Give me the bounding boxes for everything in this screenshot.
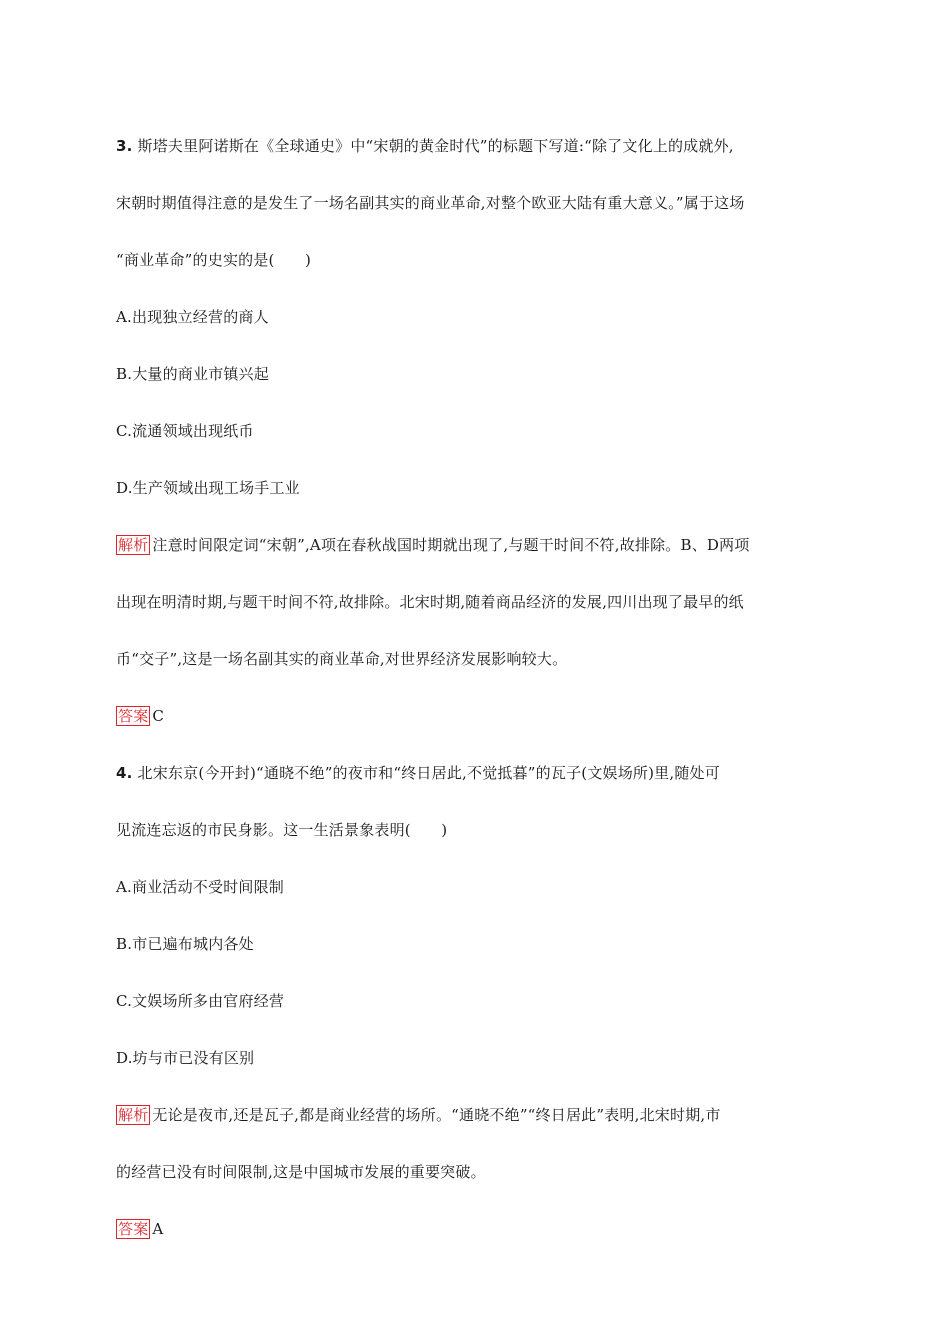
question-stem-line: 见流连忘返的市民身影。这一生活景象表明( ) bbox=[116, 821, 448, 839]
option-b: B.市已遍布城内各处 bbox=[116, 935, 254, 953]
analysis-line: 解析 注意时间限定词“宋朝”,A项在春秋战国时期就出现了,与题干时间不符,故排除。B、D两项 bbox=[118, 536, 750, 554]
option-c: C.文娱场所多由官府经营 bbox=[116, 992, 285, 1010]
option-a: A.商业活动不受时间限制 bbox=[116, 878, 285, 896]
option-b: B.大量的商业市镇兴起 bbox=[116, 365, 269, 383]
analysis-tag: 解析 bbox=[118, 536, 149, 554]
analysis-line: 出现在明清时期,与题干时间不符,故排除。北宋时期,随着商品经济的发展,四川出现了最早的纸 bbox=[116, 593, 744, 611]
question-number: 3. bbox=[116, 137, 133, 155]
question-4 bbox=[116, 745, 832, 1258]
answer-tag: 答案 bbox=[118, 707, 149, 725]
question-stem-line: 宋朝时期值得注意的是发生了一场名副其实的商业革命,对整个欧亚大陆有重大意义。”属于这场 bbox=[116, 194, 745, 212]
answer-line bbox=[116, 688, 832, 745]
question-stem-line: 3. 斯塔夫里阿诺斯在《全球通史》中“宋朝的黄金时代”的标题下写道:“除了文化上的成就外, bbox=[116, 137, 734, 155]
answer-line bbox=[116, 1201, 832, 1258]
analysis-line: 的经营已没有时间限制,这是中国城市发展的重要突破。 bbox=[116, 1163, 486, 1181]
question-number: 4. bbox=[116, 764, 133, 782]
answer-tag: 答案 bbox=[118, 1220, 149, 1238]
answer-value: A bbox=[152, 1220, 164, 1238]
question-3 bbox=[116, 118, 832, 745]
document-page bbox=[116, 118, 832, 1258]
option-d: D.坊与市已没有区别 bbox=[116, 1049, 255, 1067]
option-d: D.生产领域出现工场手工业 bbox=[116, 479, 300, 497]
option-c: C.流通领域出现纸币 bbox=[116, 422, 254, 440]
analysis-line: 解析 无论是夜市,还是瓦子,都是商业经营的场所。“通晓不绝”“终日居此”表明,北宋时期,市 bbox=[118, 1106, 721, 1124]
question-stem-line: 4. 北宋东京(今开封)“通晓不绝”的夜市和“终日居此,不觉抵暮”的瓦子(文娱场所)里,随处可 bbox=[116, 764, 720, 782]
option-a: A.出现独立经营的商人 bbox=[116, 308, 269, 326]
question-stem-line: “商业革命”的史实的是( ) bbox=[116, 251, 312, 269]
answer-value: C bbox=[152, 707, 165, 725]
analysis-line: 币“交子”,这是一场名副其实的商业革命,对世界经济发展影响较大。 bbox=[116, 650, 568, 668]
analysis-tag: 解析 bbox=[118, 1106, 149, 1124]
